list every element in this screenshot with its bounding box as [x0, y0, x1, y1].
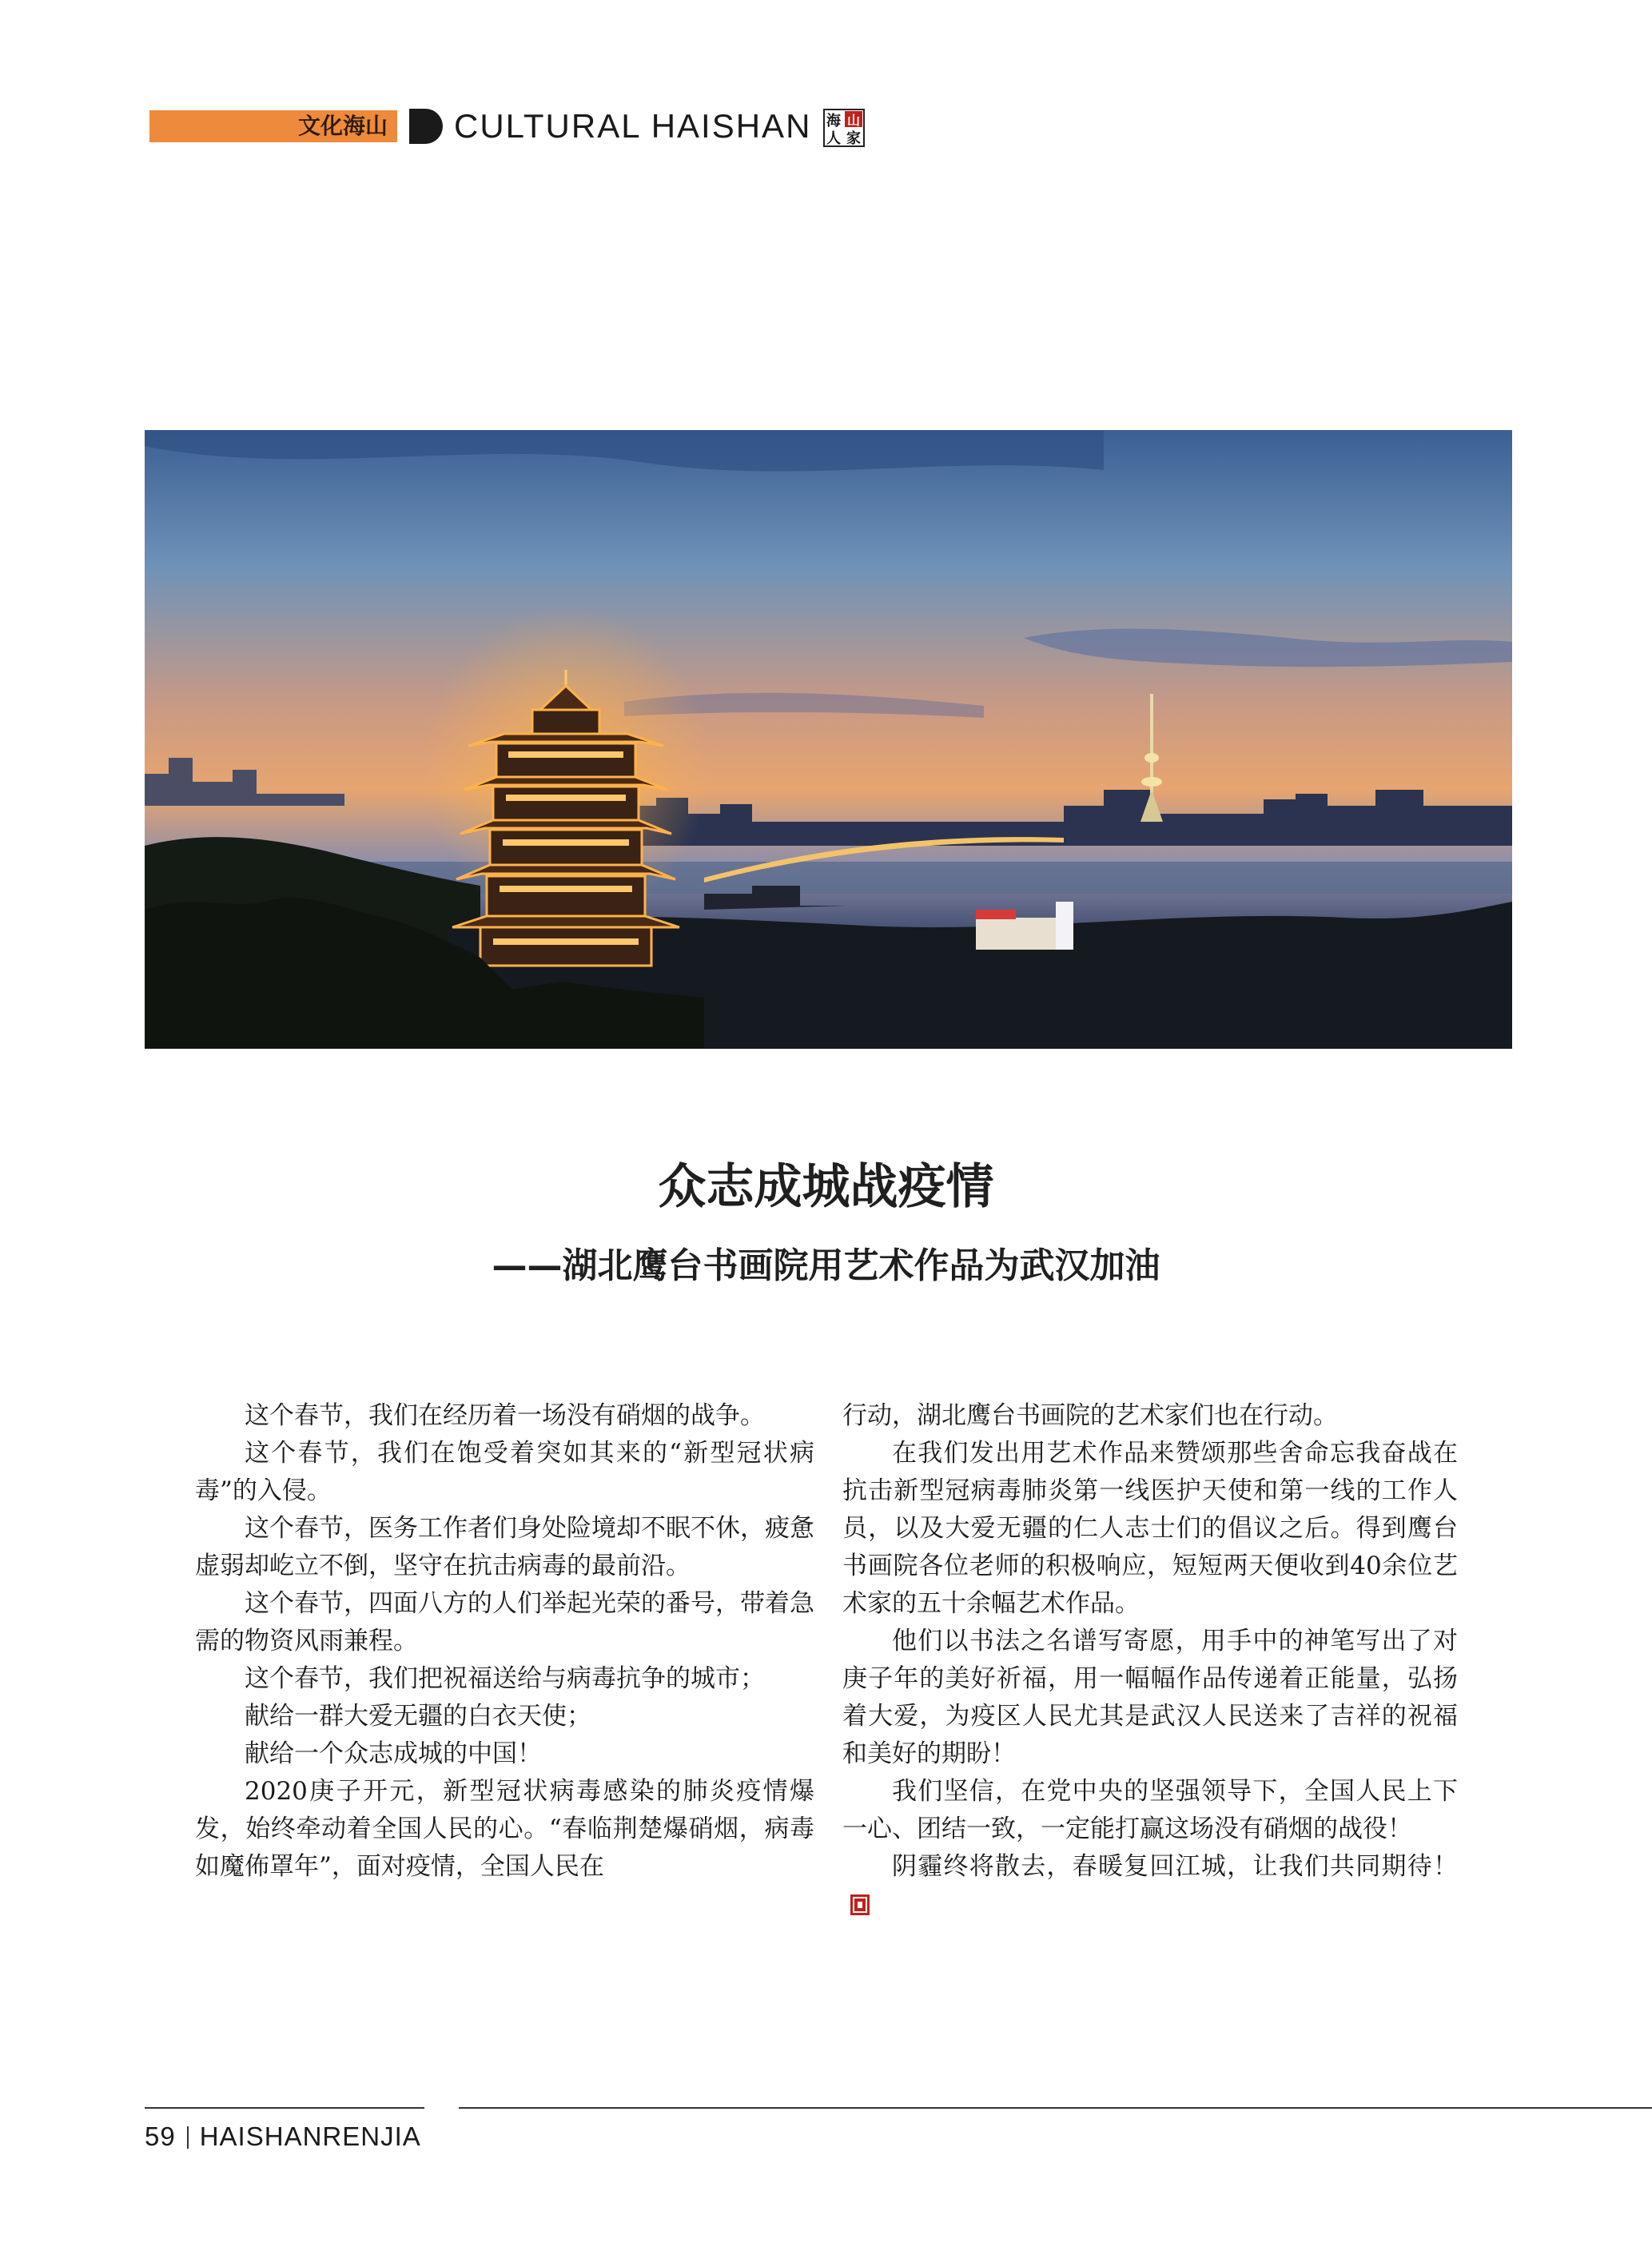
body-column-right — [842, 1397, 1458, 1923]
svg-text:海: 海 — [826, 113, 841, 129]
paragraph: 这个春节，我们把祝福送给与病毒抗争的城市； — [245, 1664, 765, 1693]
magazine-name: HAISHANRENJIA — [199, 2121, 421, 2151]
hero-photo-yellow-crane-tower — [145, 430, 1512, 1049]
paragraph: 献给一个众志成城的中国！ — [245, 1739, 542, 1768]
article-title: 众志成城战疫情 — [658, 1159, 994, 1215]
svg-text:家: 家 — [846, 130, 861, 147]
paragraph: 这个春节，我们在经历着一场没有硝烟的战争。 — [245, 1401, 765, 1430]
paragraph: 2020庚子开元，新型冠状病毒感染的肺炎疫情爆发，始终牵动着全国人民的心。“春临荆楚爆硝烟，病毒如魔佈罩年”，面对疫情，全国人民在 — [195, 1777, 814, 1881]
footer-rule-left — [145, 2107, 424, 2109]
magazine-logo-icon — [823, 109, 865, 147]
closing-paragraph — [842, 1848, 1458, 1923]
paragraph: 献给一群大爱无疆的白衣天使； — [245, 1702, 591, 1731]
paragraph: 这个春节，我们在饱受着突如其来的“新型冠状病毒”的入侵。 — [195, 1439, 814, 1505]
body-column-left — [195, 1397, 814, 1886]
paragraph: 他们以书法之名谱写寄愿，用手中的神笔写出了对庚子年的美好祈福，用一幅幅作品传递着正能量，弘扬着大爱，为疫区人民尤其是武汉人民送来了吉祥的祝福和美好的期盼！ — [842, 1627, 1458, 1768]
paragraph: 我们坚信，在党中央的坚强领导下，全国人民上下一心、团结一致，一定能打赢这场没有硝烟的战役！ — [842, 1777, 1458, 1843]
section-tab — [149, 110, 397, 142]
page-number: 59 — [145, 2121, 176, 2151]
section-d-mark-icon — [409, 109, 444, 144]
section-title-cn: 文化海山 — [297, 113, 388, 139]
footer-rule-right — [459, 2107, 1652, 2109]
closing-text: 阴霾终将散去，春暖复回江城，让我们共同期待！ — [892, 1852, 1458, 1881]
paragraph: 这个春节，医务工作者们身处险境却不眠不休，疲惫虚弱却屹立不倒，坚守在抗击病毒的最前沿。 — [195, 1514, 814, 1580]
section-title-en: CULTURAL HAISHAN — [454, 107, 812, 145]
end-seal-icon — [850, 1894, 870, 1915]
footer-separator — [187, 2126, 189, 2149]
paragraph-continued: 行动，湖北鹰台书画院的艺术家们也在行动。 — [842, 1401, 1338, 1430]
footer — [145, 2119, 421, 2154]
svg-text:人: 人 — [826, 130, 841, 147]
paragraph: 这个春节，四面八方的人们举起光荣的番号，带着急需的物资风雨兼程。 — [195, 1589, 814, 1655]
article-subtitle: ——湖北鹰台书画院用艺术作品为武汉加油 — [492, 1245, 1160, 1286]
svg-text:山: 山 — [846, 113, 861, 128]
paragraph: 在我们发出用艺术作品来赞颂那些舍命忘我奋战在抗击新型冠病毒肺炎第一线医护天使和第一线的工作人员，以及大爱无疆的仁人志士们的倡议之后。得到鹰台书画院各位老师的积极响应，短短两天便收到40余位艺术家的五十余幅艺术作品。 — [842, 1439, 1458, 1618]
